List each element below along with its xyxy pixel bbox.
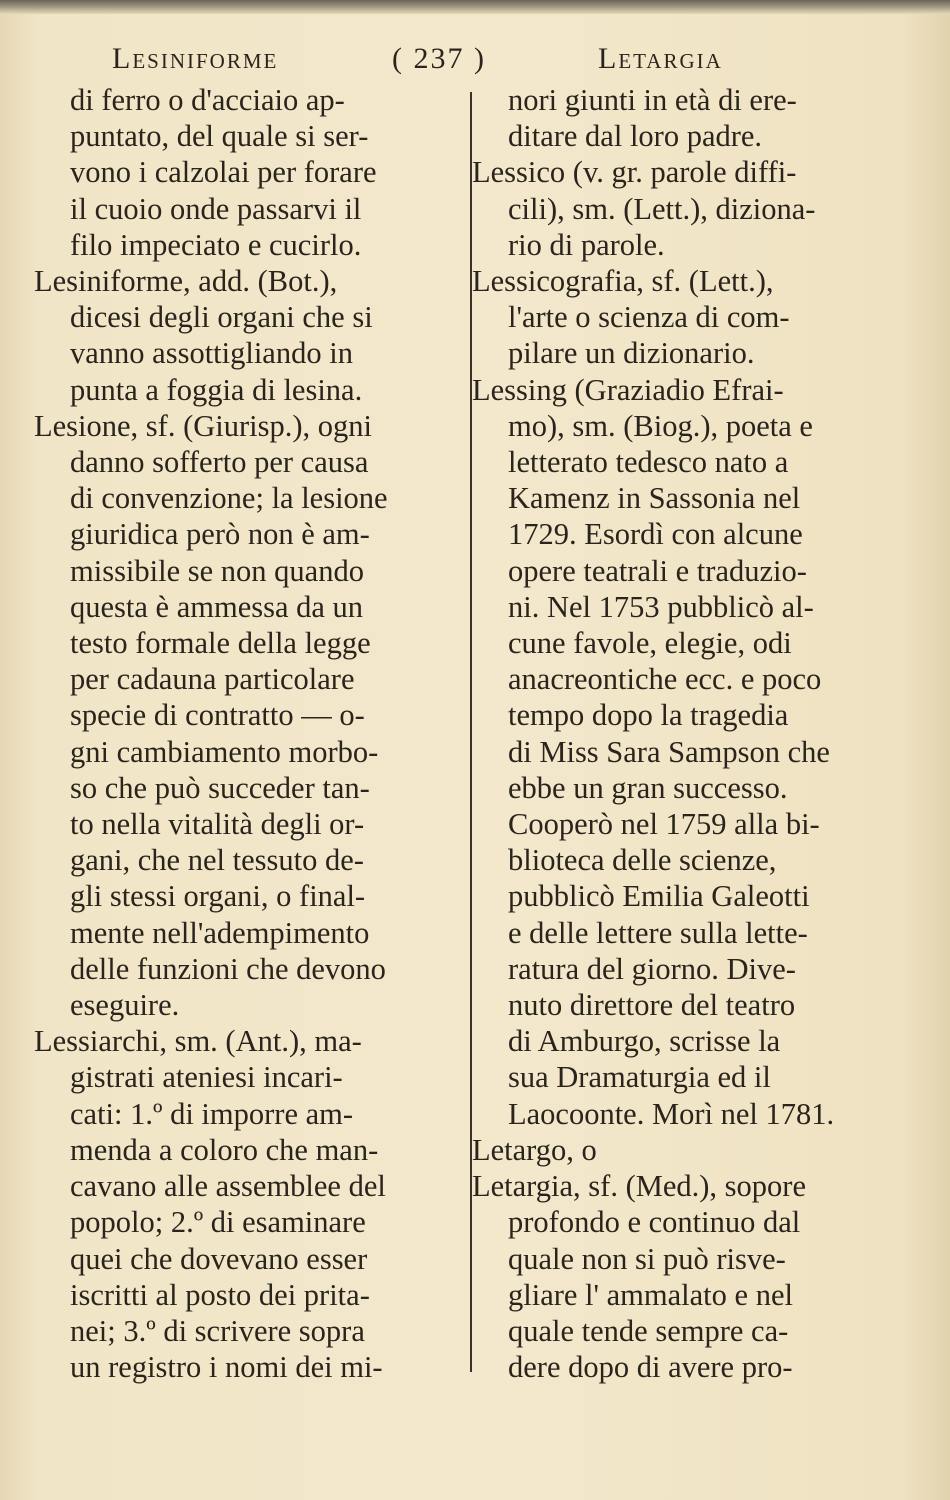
entry-line: puntato, del quale si ser- — [70, 119, 369, 154]
entry-line: di Miss Sara Sampson che — [508, 734, 830, 769]
dictionary-entry — [34, 1023, 466, 1385]
entry-line: blioteca delle scienze, — [508, 843, 777, 878]
entry-line: Lessicografia, sf. (Lett.), — [472, 264, 774, 299]
entry-line: popolo; 2.º di esaminare — [70, 1205, 366, 1240]
entry-line: gistrati ateniesi incari- — [70, 1060, 343, 1095]
entry-line: cili), sm. (Lett.), diziona- — [508, 191, 816, 226]
entry-line: Letargia, sf. (Med.), sopore — [472, 1169, 806, 1204]
entry-line: mo), sm. (Biog.), poeta e — [508, 408, 813, 443]
entry-line: sua Dramaturgia ed il — [508, 1060, 771, 1095]
entry-line: Lessing (Graziadio Efrai- — [472, 372, 784, 407]
entry-line: per cadauna particolare — [70, 662, 355, 697]
entry-line: Lessiarchi, sm. (Ant.), ma- — [34, 1024, 362, 1059]
entry-line: gni cambiamento morbo- — [70, 734, 379, 769]
entry-line: 1729. Esordì con alcune — [508, 517, 803, 552]
dictionary-entry — [472, 154, 912, 263]
page-number: ( 237 ) — [392, 42, 486, 75]
entry-line: ebbe un gran successo. — [508, 770, 788, 805]
entry-line: Lesiniforme, add. (Bot.), — [34, 264, 338, 299]
dictionary-entry — [472, 263, 912, 372]
page-top-edge — [0, 0, 950, 14]
entry-line: iscritti al posto dei prita- — [70, 1277, 370, 1312]
entry-line: testo formale della legge — [70, 626, 371, 661]
dictionary-entry — [472, 82, 912, 154]
entry-line: nei; 3.º di scrivere sopra — [70, 1313, 365, 1348]
entry-line: quale tende sempre ca- — [508, 1313, 789, 1348]
entry-line: il cuoio onde passarvi il — [70, 191, 362, 226]
entry-line: un registro i nomi dei mi- — [70, 1350, 383, 1385]
entry-line: Letargo, o — [472, 1132, 597, 1167]
entry-line: Kamenz in Sassonia nel — [508, 481, 801, 516]
entry-line: punta a foggia di lesina. — [70, 372, 363, 407]
header-right-word: Letargia — [598, 42, 723, 75]
left-column — [34, 82, 466, 1385]
entry-line: Laocoonte. Morì nel 1781. — [508, 1096, 835, 1131]
right-column — [472, 82, 912, 1385]
entry-line: vanno assottigliando in — [70, 336, 353, 371]
entry-line: questa è ammessa da un — [70, 589, 364, 624]
entry-line: di Amburgo, scrisse la — [508, 1024, 781, 1059]
entry-line: eseguire. — [70, 988, 180, 1023]
dictionary-entry — [34, 408, 466, 1023]
entry-line: letterato tedesco nato a — [508, 445, 789, 480]
dictionary-entry — [472, 1168, 912, 1385]
entry-line: giuridica però non è am- — [70, 517, 370, 552]
entry-line: Lessico (v. gr. parole diffi- — [472, 155, 797, 190]
entry-line: rio di parole. — [508, 227, 665, 262]
entry-line: Lesione, sf. (Giurisp.), ogni — [34, 408, 372, 443]
entry-line: di convenzione; la lesione — [70, 481, 388, 516]
entry-line: mente nell'adempimento — [70, 915, 370, 950]
entry-line: ditare dal loro padre. — [508, 119, 763, 154]
header-left-word: Lesiniforme — [112, 42, 279, 75]
entry-line: vono i calzolai per forare — [70, 155, 377, 190]
entry-line: cavano alle assemblee del — [70, 1169, 386, 1204]
entry-line: missibile se non quando — [70, 553, 364, 588]
entry-line: to nella vitalità degli or- — [70, 807, 365, 842]
entry-line: danno sofferto per causa — [70, 445, 369, 480]
entry-line: gli stessi organi, o final- — [70, 879, 366, 914]
entry-line: anacreontiche ecc. e poco — [508, 662, 822, 697]
entry-line: quei che dovevano esser — [70, 1241, 368, 1276]
entry-line: e delle lettere sulla lette- — [508, 915, 808, 950]
entry-line: pubblicò Emilia Galeotti — [508, 879, 810, 914]
entry-line: Cooperò nel 1759 alla bi- — [508, 807, 820, 842]
entry-line: specie di contratto — o- — [70, 698, 365, 733]
entry-line: tempo dopo la tragedia — [508, 698, 789, 733]
entry-line: gani, che nel tessuto de- — [70, 843, 364, 878]
entry-line: dere dopo di avere pro- — [508, 1350, 793, 1385]
dictionary-entry — [34, 263, 466, 408]
entry-line: ratura del giorno. Dive- — [508, 951, 796, 986]
entry-line: filo impeciato e cucirlo. — [70, 227, 362, 262]
entry-line: profondo e continuo dal — [508, 1205, 801, 1240]
entry-line: quale non si può risve- — [508, 1241, 786, 1276]
entry-line: nori giunti in età di ere- — [508, 83, 797, 117]
entry-line: pilare un dizionario. — [508, 336, 755, 371]
entry-line: so che può succeder tan- — [70, 770, 370, 805]
entry-line: opere teatrali e traduzio- — [508, 553, 807, 588]
dictionary-entry — [34, 82, 466, 263]
entry-line: nuto direttore del teatro — [508, 988, 796, 1023]
entry-line: cune favole, elegie, odi — [508, 626, 792, 661]
entry-line: l'arte o scienza di com- — [508, 300, 790, 335]
entry-line: di ferro o d'acciaio ap- — [70, 83, 345, 117]
entry-line: menda a coloro che man- — [70, 1132, 379, 1167]
entry-line: ni. Nel 1753 pubblicò al- — [508, 589, 814, 624]
entry-line: delle funzioni che devono — [70, 951, 386, 986]
dictionary-entry — [472, 1132, 912, 1168]
dictionary-entry — [472, 372, 912, 1132]
entry-line: cati: 1.º di imporre am- — [70, 1096, 354, 1131]
entry-line: gliare l' ammalato e nel — [508, 1277, 793, 1312]
entry-line: dicesi degli organi che si — [70, 300, 373, 335]
